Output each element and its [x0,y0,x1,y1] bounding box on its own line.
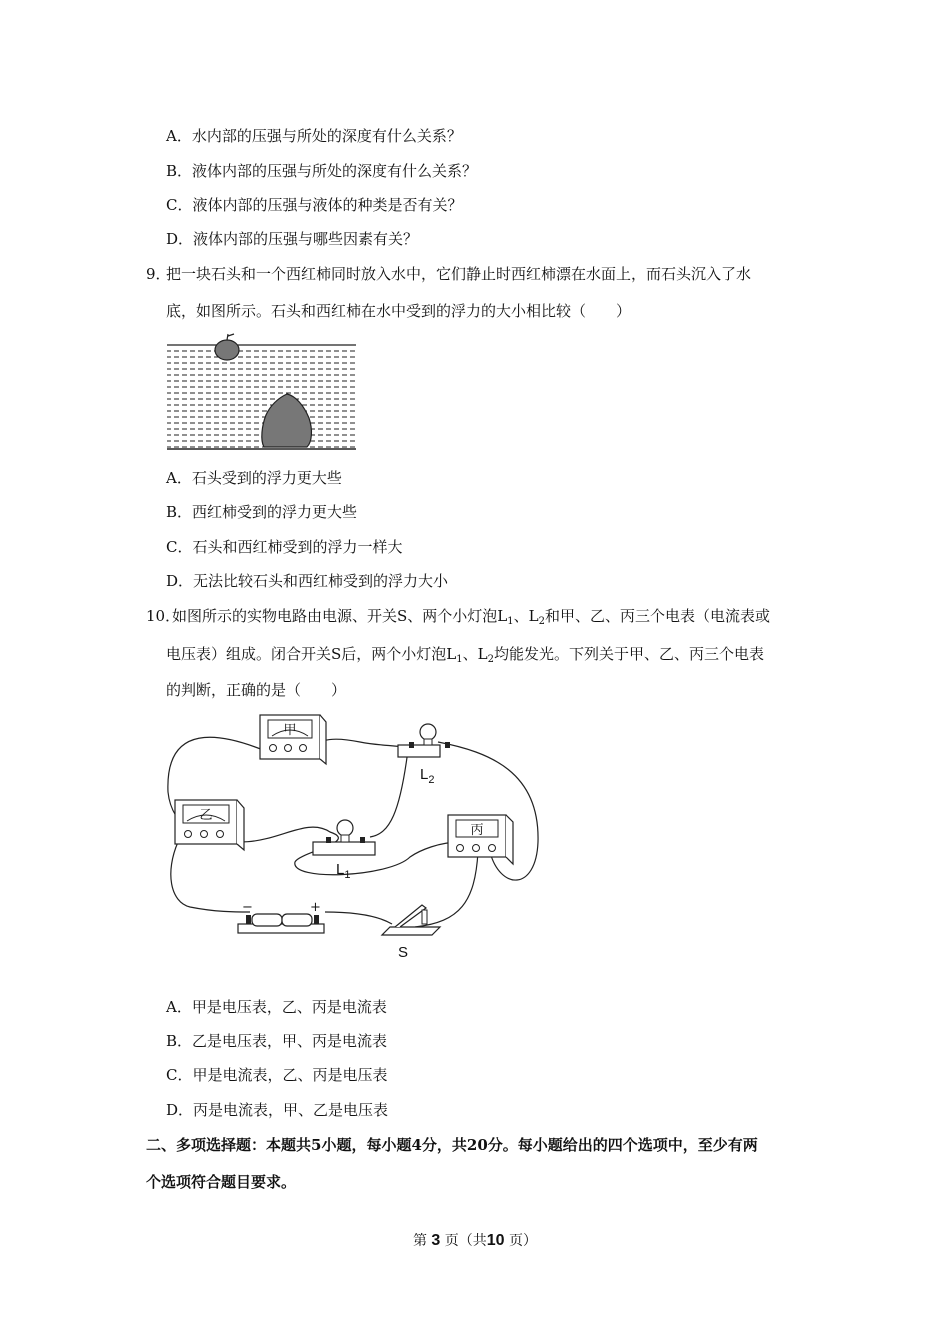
tomato-icon [215,334,239,360]
meter-yi-label: 乙 [199,808,213,823]
option-c: C．液体内部的压强与液体的种类是否有关？ [166,196,463,214]
svg-text:S: S [398,944,409,961]
switch-icon [382,905,440,961]
section-2-heading: 二、多项选择题：本题共5小题，每小题4分，共20分。每小题给出的四个选项中，至少有两 [146,1136,758,1154]
q9-option-a: A．石头受到的浮力更大些 [166,469,342,487]
option-d: D．液体内部的压强与哪些因素有关？ [166,230,419,248]
q10-text-line3: 的判断，正确的是（ ） [166,681,347,699]
q9-number: 9． [146,265,171,283]
q9-option-d: D．无法比较石头和西红柿受到的浮力大小 [166,572,449,590]
circuit-figure [160,712,545,964]
q10-text-line2: 电压表）组成。闭合开关S后，两个小灯泡$L_1$、$L_2$均能发光。下列关于甲、乙、丙三个电表 [166,645,764,665]
q9-figure [166,330,358,452]
q10-option-c: C．甲是电流表，乙、丙是电压表 [166,1066,388,1084]
meter-bing [448,815,513,864]
lamp-l2 [398,724,450,786]
option-b: B．液体内部的压强与所处的深度有什么关系？ [166,162,478,180]
q9-option-b: B．西红柿受到的浮力更大些 [166,503,358,521]
page-footer: 第 3 页（共10 页） [412,1232,538,1249]
q10-option-a: A．甲是电压表，乙、丙是电流表 [166,998,387,1016]
q10-text-line1: 如图所示的实物电路由电源、开关S、两个小灯泡$L_1$、$L_2$和甲、乙、丙三个电表（电流表或 [172,607,770,627]
svg-text:−: − [242,900,253,915]
q10-option-b: B．乙是电压表，甲、丙是电流表 [166,1032,388,1050]
q9-text-line2: 底，如图所示。石头和西红柿在水中受到的浮力的大小相比较（ ） [166,302,632,320]
option-a: A．水内部的压强与所处的深度有什么关系？ [166,127,462,145]
meter-bing-label: 丙 [470,823,484,838]
svg-text:L2: $L_2$ [420,766,435,786]
meter-yi [175,800,244,850]
battery-icon [238,900,324,933]
meter-jia-label: 甲 [283,723,297,738]
q10-option-d: D．丙是电流表，甲、乙是电压表 [166,1101,389,1119]
meter-jia [260,715,326,764]
q9-text-line1: 把一块石头和一个西红柿同时放入水中，它们静止时西红柿漂在水面上，而石头沉入了水 [166,265,752,283]
q10-number: 10． [146,607,181,625]
svg-text:L1: $L_1$ [336,861,351,881]
svg-text:+: + [310,900,321,915]
q9-option-c: C．石头和西红柿受到的浮力一样大 [166,538,403,556]
section-2-heading-line2: 个选项符合题目要求。 [146,1173,297,1191]
